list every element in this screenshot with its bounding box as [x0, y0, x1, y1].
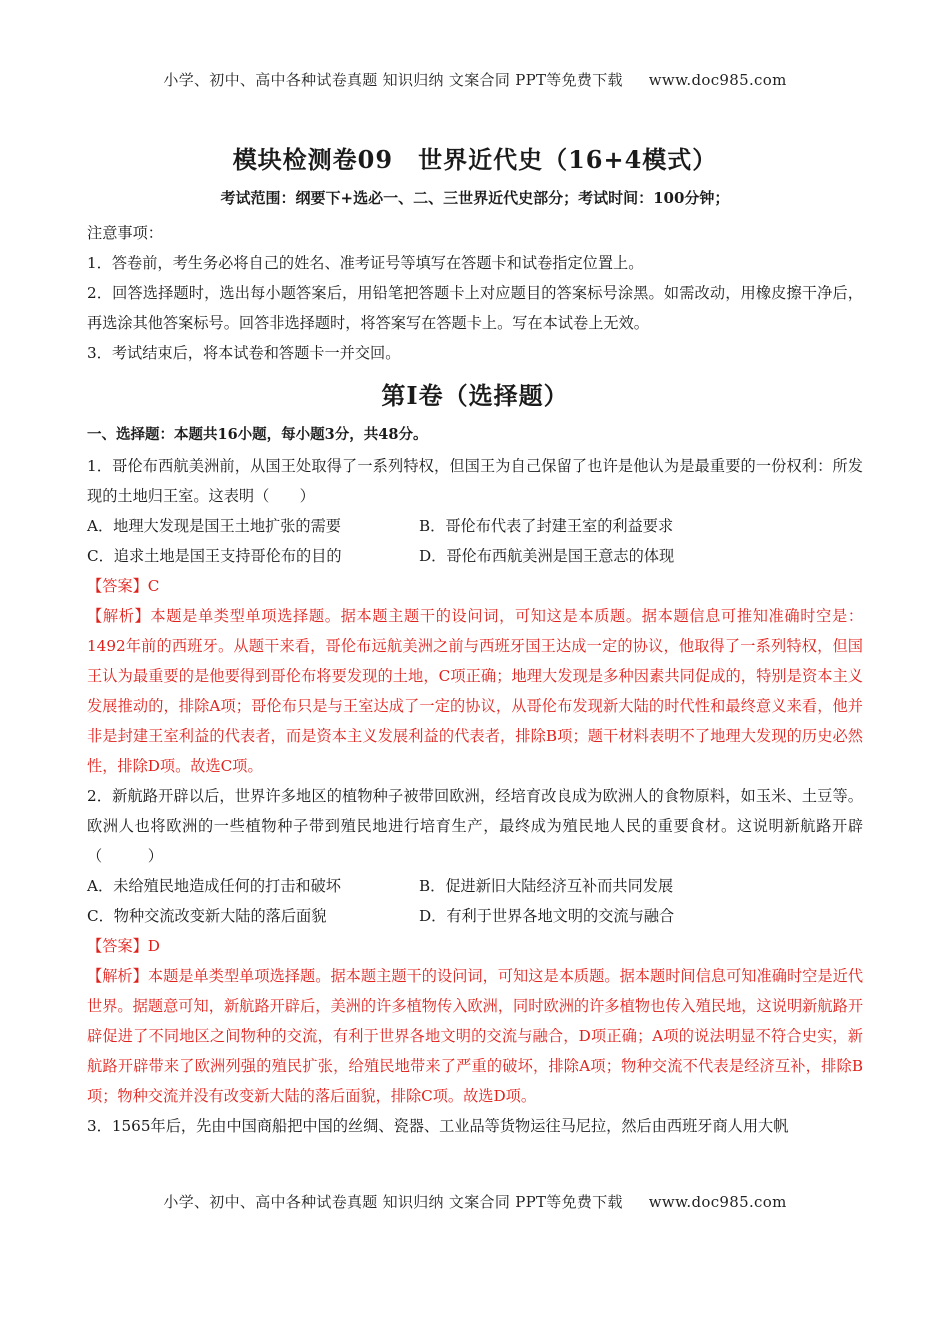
question-1-option-d: D．哥伦布西航美洲是国王意志的体现: [419, 547, 675, 565]
content: [87, 140, 863, 1141]
question-2-option-c: C．物种交流改变新大陆的落后面貌: [87, 907, 327, 925]
question-2-answer: [87, 931, 863, 961]
question-1-stem: 1．哥伦布西航美洲前，从国王处取得了一系列特权，但国王为自己保留了也许是他认为是最重要的一份权利：所发现的土地归王室。这表明（ ）: [87, 457, 863, 505]
notes-heading: 注意事项：: [87, 224, 163, 242]
header-site-link[interactable]: www.doc985.com: [648, 71, 787, 89]
question-1-option-c: C．追求土地是国王支持哥伦布的目的: [87, 547, 342, 565]
page-header: [0, 69, 950, 90]
question-1-analysis: 【解析】本题是单类型单项选择题。据本题主题干的设问词，可知这是本质题。据本题信息可推知准确时空是：1492年前的西班牙。从题干来看，哥伦布远航美洲之前与西班牙国王达成一定的协议，他取得了一系列特权，但国王认为最重要的是他要得到哥伦布将要发现的土地，C项正确；地理大发现是多种因素共同促成的，特别是资本主义发展推动的，排除A项；哥伦布只是与王室达成了一定的协议，从哥伦布发现新大陆的时代性和最终意义来看，他并非是封建王室利益的代表者，而是资本主义发展利益的代表者，排除B项；题干材料表明不了地理大发现的历史必然性，排除D项。故选C项。: [87, 607, 863, 775]
answer-tag: 【答案】: [87, 577, 148, 595]
question-1-answer: [87, 571, 863, 601]
question-2-option-b: B．促进新旧大陆经济互补而共同发展: [419, 877, 674, 895]
question-1-option-a: A．地理大发现是国王土地扩张的需要: [87, 517, 341, 535]
footer-text: 小学、初中、高中各种试卷真题 知识归纳 文案合同 PPT等免费下载: [163, 1193, 623, 1211]
note-item-1: 1．答卷前，考生务必将自己的姓名、准考证号等填写在答题卡和试卷指定位置上。: [87, 254, 644, 272]
question-2-option-d: D．有利于世界各地文明的交流与融合: [419, 907, 675, 925]
page-footer: [0, 1191, 950, 1212]
question-2-option-a: A．未给殖民地造成任何的打击和破坏: [87, 877, 341, 895]
question-1-option-b: B．哥伦布代表了封建王室的利益要求: [419, 517, 674, 535]
question-2-stem: 2．新航路开辟以后，世界许多地区的植物种子被带回欧洲，经培育改良成为欧洲人的食物原料，如玉米、土豆等。欧洲人也将欧洲的一些植物种子带到殖民地进行培育生产，最终成为殖民地人民的重要食材。这说明新航路开辟（ ）: [87, 787, 863, 865]
part-heading: 一、选择题：本题共16小题，每小题3分，共48分。: [87, 426, 428, 443]
question-2-analysis: 【解析】本题是单类型单项选择题。据本题主题干的设问词，可知这是本质题。据本题时间信息可知准确时空是近代世界。据题意可知，新航路开辟后，美洲的许多植物传入欧洲，同时欧洲的许多植物也传入殖民地，这说明新航路开辟促进了不同地区之间物种的交流，有利于世界各地文明的交流与融合，D项正确；A项的说法明显不符合史实，新航路开辟带来了欧洲列强的殖民扩张，给殖民地带来了严重的破坏，排除A项；物种交流不代表是经济互补，排除B项；物种交流并没有改变新大陆的落后面貌，排除C项。故选D项。: [87, 967, 863, 1105]
exam-scope: 考试范围：纲要下+选必一、二、三世界近代史部分；考试时间：100分钟；: [220, 189, 730, 207]
header-text: 小学、初中、高中各种试卷真题 知识归纳 文案合同 PPT等免费下载: [163, 71, 623, 89]
question-1-options: [87, 511, 863, 571]
page-title: 模块检测卷09 世界近代史（16+4模式）: [232, 145, 718, 174]
question-3-stem: 3．1565年后，先由中国商船把中国的丝绸、瓷器、工业品等货物运往马尼拉，然后由西班牙商人用大帆: [87, 1117, 789, 1135]
answer-value: D: [147, 937, 160, 955]
question-2-options: [87, 871, 863, 931]
section-title: 第I卷（选择题）: [381, 381, 569, 410]
note-item-2: 2．回答选择题时，选出每小题答案后，用铅笔把答题卡上对应题目的答案标号涂黑。如需改动，用橡皮擦干净后，再选涂其他答案标号。回答非选择题时，将答案写在答题卡上。写在本试卷上无效。: [87, 284, 863, 332]
footer-site-link[interactable]: www.doc985.com: [648, 1193, 787, 1211]
answer-value: C: [147, 577, 160, 595]
note-item-3: 3．考试结束后，将本试卷和答题卡一并交回。: [87, 344, 401, 362]
answer-tag: 【答案】: [87, 937, 148, 955]
